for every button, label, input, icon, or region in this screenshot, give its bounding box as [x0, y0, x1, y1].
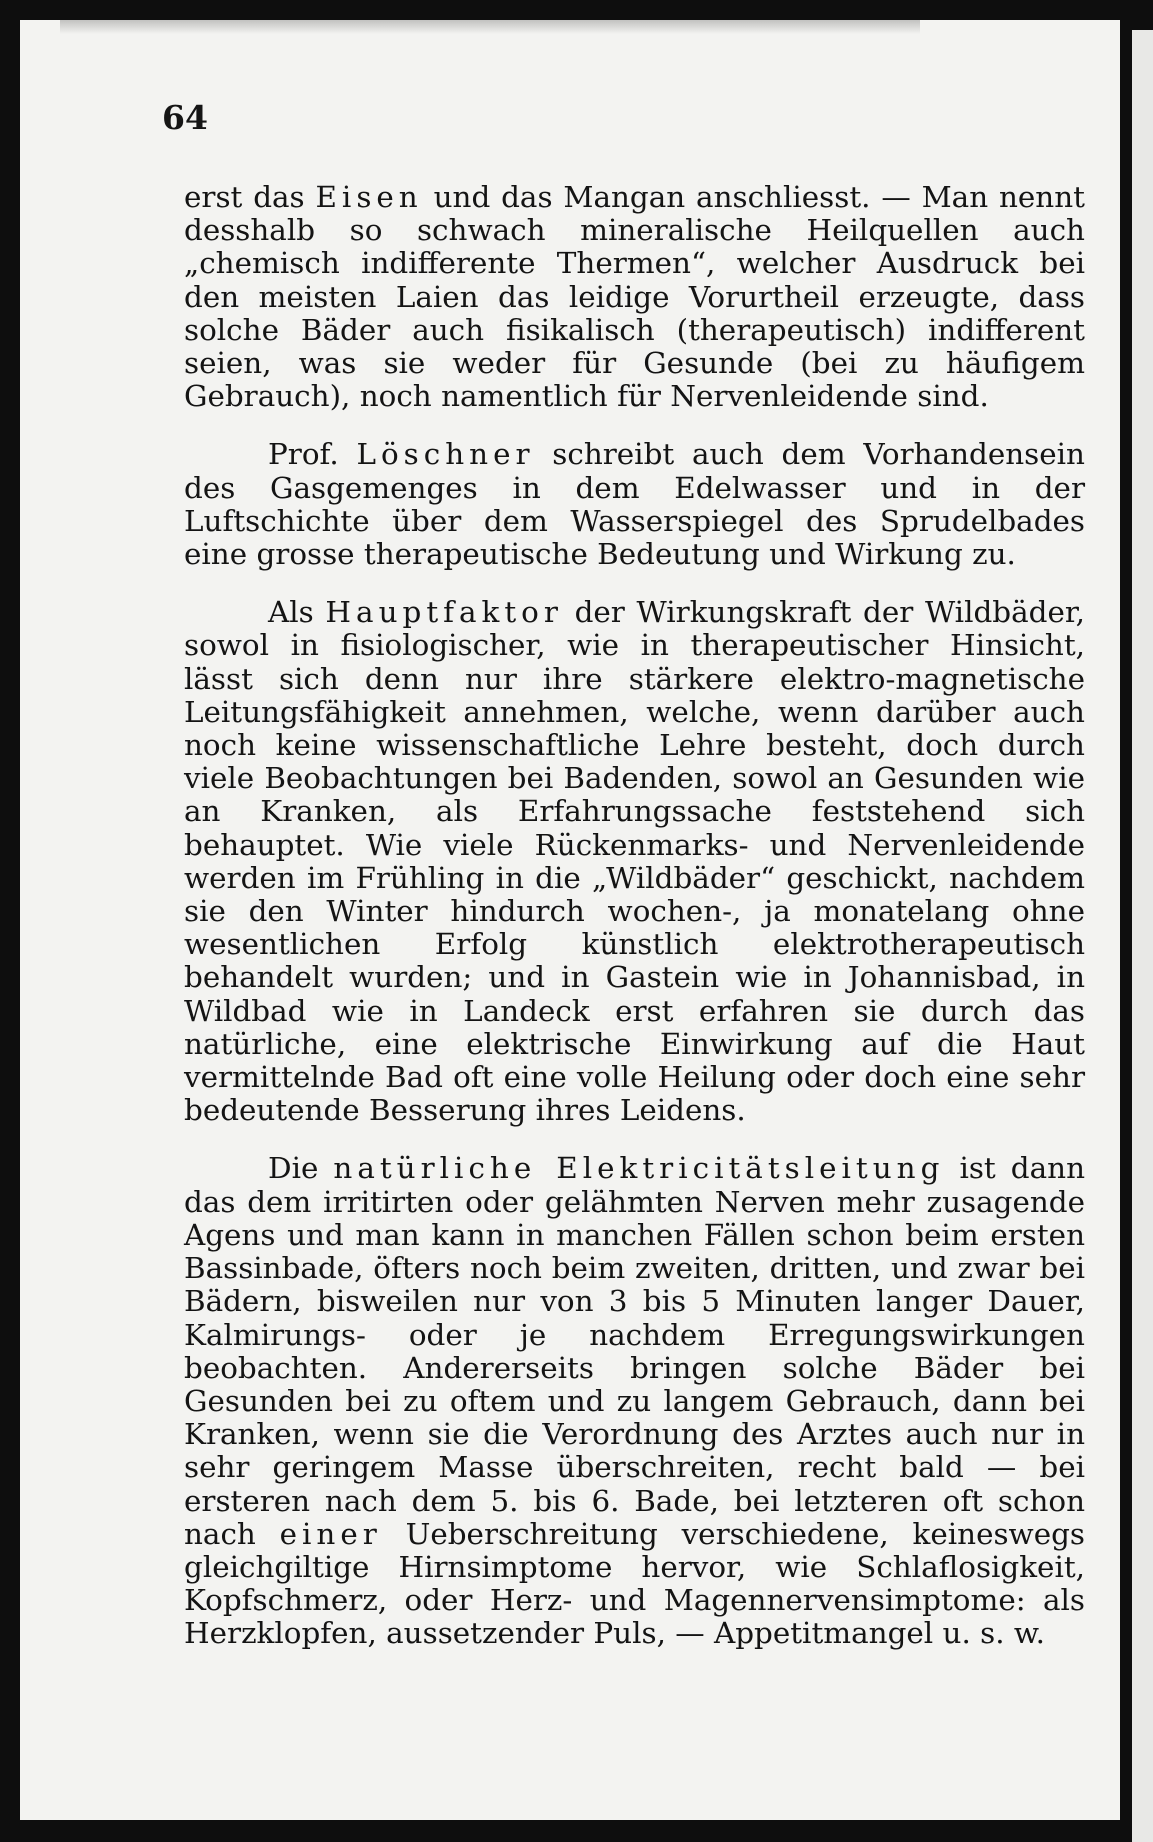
- text-run: erst das: [184, 180, 316, 214]
- paragraph: [184, 181, 1085, 413]
- body-text: [184, 181, 1085, 1651]
- text-run: ist dann das dem irritirten oder gelähmten Nerven mehr zusagende Agens und man kann in manchen Fällen schon beim ersten Bassinbade, öfters noch beim zweiten, dritten, und zwar bei Bädern, bisweilen nur von 3 bis 5 Minuten langer Dauer, Kalmirungs- oder je nachdem Erregungswirkungen beobachten. Andererseits bringen solche Bäder bei Gesunden bei zu oftem und zu langem Gebrauch, dann bei Kranken, wenn sie die Verordnung des Arztes auch nur in sehr geringem Masse überschreiten, recht bald — bei ersteren nach dem 5. bis 6. Bade, bei letzteren oft schon nach: [184, 1151, 1085, 1551]
- scan-top-edge-shadow: [60, 20, 920, 34]
- page-number: 64: [162, 98, 208, 137]
- spaced-emphasis: Eisen: [315, 180, 423, 214]
- text-run: der Wirkungskraft der Wildbäder, sowol in fisiologischer, wie in therapeutischer Hinsicht, lässt sich denn nur ihre stärkere elektro-magnetische Leitungsfähigkeit annehmen, welche, wenn darüber auch noch keine wissenschaftliche Lehre besteht, doch durch viele Beobachtungen bei Badenden, sowol an Gesunden wie an Kranken, als Erfahrungssache feststehend sich behauptet. Wie viele Rückenmarks- und Nervenleidende werden im Frühling in die „Wildbäder“ geschickt, nachdem sie den Winter hindurch wochen-, ja monatelang ohne wesentlichen Erfolg künstlich elektrotherapeutisch behandelt wurden; und in Gastein wie in Johannisbad, in Wildbad wie in Landeck erst erfahren sie durch das natürliche, eine elektrische Einwirkung auf die Haut vermittelnde Bad oft eine volle Heilung oder doch eine sehr bedeutende Besserung ihres Leidens.: [184, 595, 1086, 1128]
- text-run: schreibt auch dem Vorhandensein des Gasgemenges in dem Edelwasser und in der Luftschichte über dem Wasserspiegel des Sprudelbades eine grosse therapeutische Bedeutung und Wirkung zu.: [184, 437, 1085, 572]
- paragraph: [184, 1152, 1085, 1650]
- text-run: und das Mangan anschliesst. — Man nennt desshalb so schwach mineralische Heilquellen auch „chemisch indifferente Thermen“, welcher Ausdruck bei den meisten Laien das leidige Vorurtheil erzeugte, dass solche Bäder auch fisikalisch (therapeutisch) indifferent seien, was sie weder für Gesunde (bei zu häufigem Gebrauch), noch namentlich für Nervenleidende sind.: [184, 180, 1085, 414]
- text-run: Als: [268, 595, 326, 630]
- paragraph: [184, 596, 1085, 1127]
- text-run: Ueberschreitung verschiedene, keineswegs gleichgiltige Hirnsimptome hervor, wie Schlaflosigkeit, Kopfschmerz, oder Herz- und Magennervensimptome: als Herzklopfen, aussetzender Puls, — Appetitmangel u. s. w.: [184, 1516, 1085, 1651]
- scan-right-edge: [1132, 30, 1153, 1842]
- spaced-emphasis: einer: [279, 1516, 382, 1551]
- paragraph: [184, 438, 1085, 571]
- spaced-emphasis: natürliche Elektricitätsleitung: [333, 1151, 945, 1186]
- text-run: Prof.: [268, 437, 357, 472]
- spaced-emphasis: Löschner: [356, 437, 535, 472]
- text-run: Die: [268, 1151, 334, 1186]
- spaced-emphasis: Hauptfaktor: [325, 595, 563, 630]
